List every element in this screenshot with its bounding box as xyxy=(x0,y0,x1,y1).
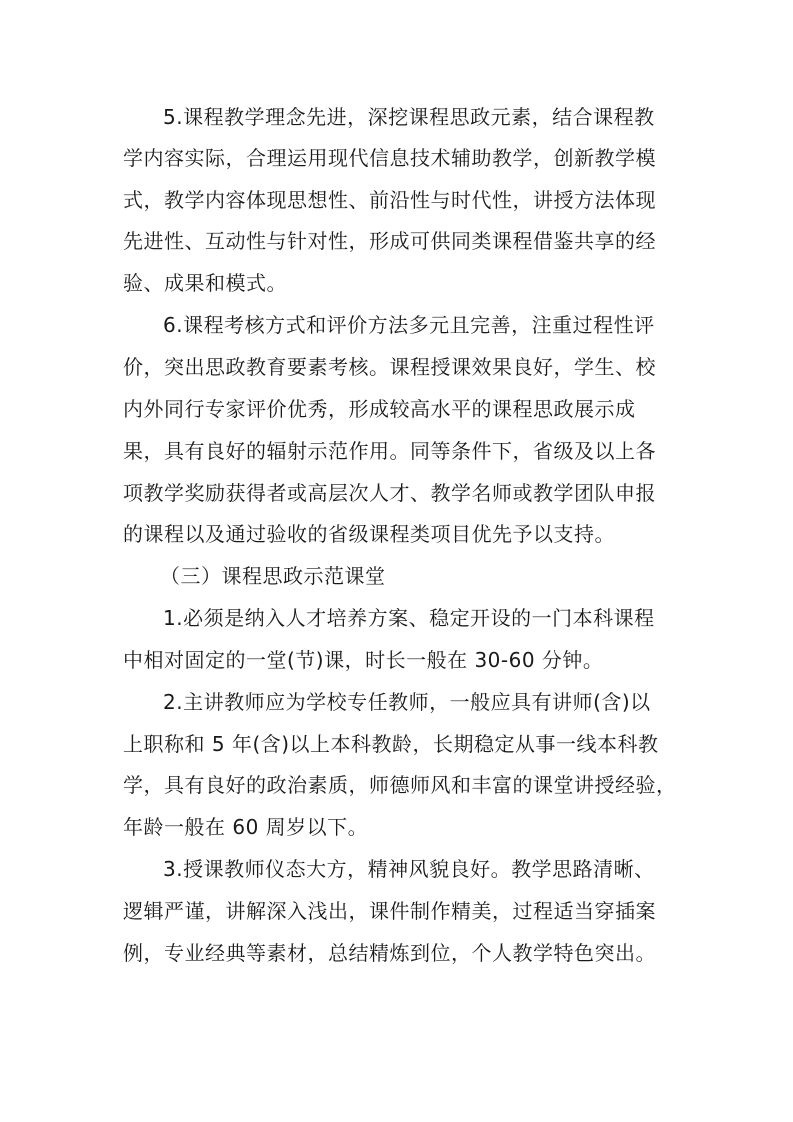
paragraph-6-line-1: 6.课程考核方式和评价方法多元且完善，注重过程性评 xyxy=(163,313,655,337)
item-2-line-4: 年龄一般在 60 周岁以下。 xyxy=(123,815,369,839)
paragraph-6-line-6: 的课程以及通过验收的省级课程类项目优先予以支持。 xyxy=(123,522,615,546)
item-2-line-1: 2.主讲教师应为学校专任教师，一般应具有讲师(含)以 xyxy=(163,690,651,714)
paragraph-6-line-4: 果，具有良好的辐射示范作用。同等条件下，省级及以上各 xyxy=(123,439,656,463)
paragraph-5-line-3: 式，教学内容体现思想性、前沿性与时代性，讲授方法体现 xyxy=(123,188,656,212)
paragraph-6-line-5: 项教学奖励获得者或高层次人才、教学名师或教学团队申报 xyxy=(123,481,656,505)
paragraph-6-line-2: 价，突出思政教育要素考核。课程授课效果良好，学生、校 xyxy=(123,355,656,379)
paragraph-5-line-4: 先进性、互动性与针对性，形成可供同类课程借鉴共享的经 xyxy=(123,229,656,253)
item-2-line-3: 学，具有良好的政治素质，师德师风和丰富的课堂讲授经验， xyxy=(123,773,677,797)
paragraph-5-line-5: 验、成果和模式。 xyxy=(123,271,287,295)
item-3-line-2: 逻辑严谨，讲解深入浅出，课件制作精美，过程适当穿插案 xyxy=(123,899,656,923)
item-1-line-1: 1.必须是纳入人才培养方案、稳定开设的一门本科课程 xyxy=(163,606,655,630)
item-3-line-3: 例，专业经典等素材，总结精炼到位，个人教学特色突出。 xyxy=(123,941,656,965)
item-2-line-2: 上职称和 5 年(含)以上本科教龄，长期稳定从事一线本科教 xyxy=(123,732,659,756)
item-3-line-1: 3.授课教师仪态大方，精神风貌良好。教学思路清晰、 xyxy=(163,857,655,881)
section-heading: （三）课程思政示范课堂 xyxy=(160,564,386,588)
item-1-line-2: 中相对固定的一堂(节)课，时长一般在 30-60 分钟。 xyxy=(123,648,604,672)
paragraph-5-line-1: 5.课程教学理念先进，深挖课程思政元素，结合课程教 xyxy=(163,105,655,129)
paragraph-6-line-3: 内外同行专家评价优秀，形成较高水平的课程思政展示成 xyxy=(123,397,636,421)
paragraph-5-line-2: 学内容实际，合理运用现代信息技术辅助教学，创新教学模 xyxy=(123,146,656,170)
